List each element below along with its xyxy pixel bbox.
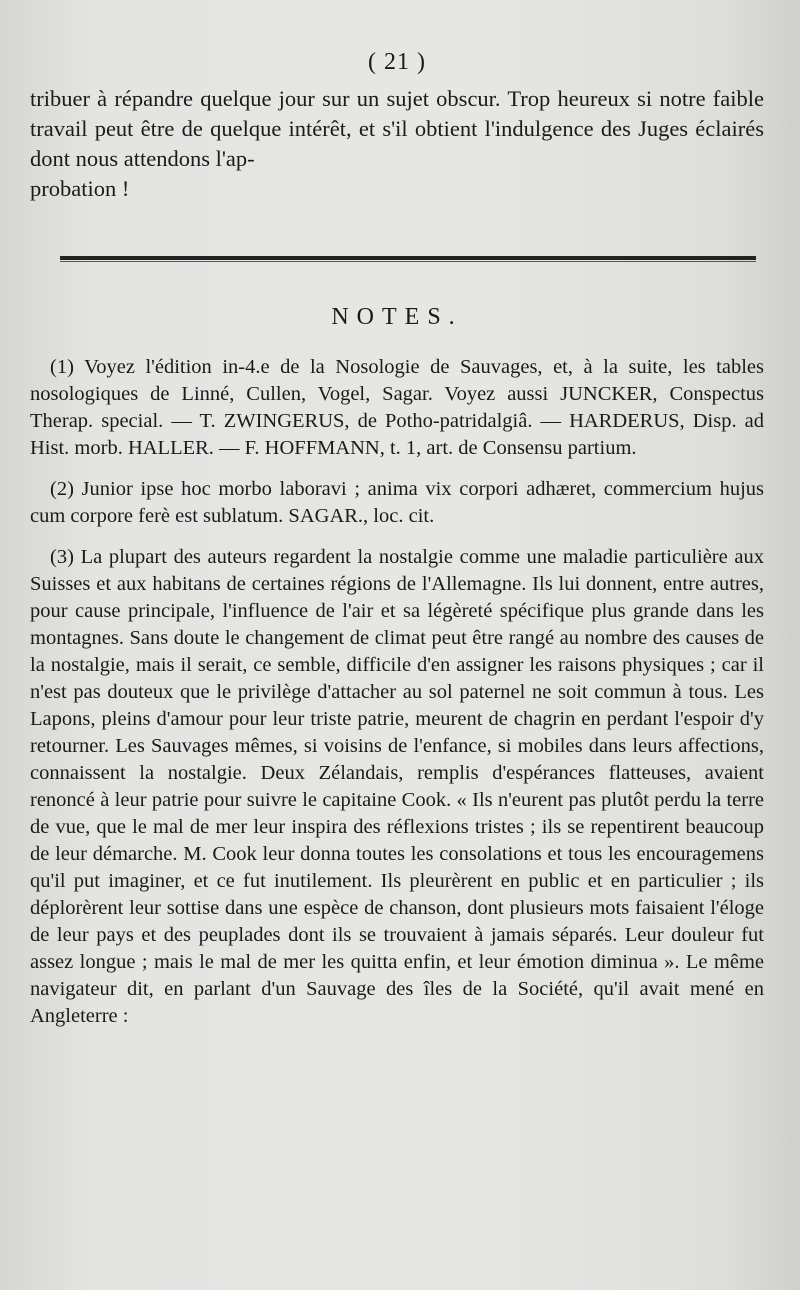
footnote-2 [30, 476, 764, 530]
intro-paragraph: tribuer à répandre quelque jour sur un sujet obscur. Trop heureux si notre faible travail peut être de quelque intérêt, et s'il obtient l'indulgence des Juges éclairés dont nous attendons l'ap- [30, 86, 764, 171]
page-number: ( 21 ) [368, 49, 426, 75]
footnote-1-text: (1) Voyez l'édition in-4.e de la Nosologie de Sauvages, et, à la suite, les tables nosologiques de Linné, Cullen, Vogel, Sagar. Voyez aussi JUNCKER, Conspectus Therap. special. — T. ZWINGERUS, de Potho-patridalgiâ. — HARDERUS, Disp. ad Hist. morb. HALLER. — F. HOFFMANN, t. 1, art. de Consensu partium. [30, 356, 764, 459]
intro-paragraph-end: probation ! [30, 176, 130, 201]
footnote-1 [30, 354, 764, 462]
footnote-3 [30, 544, 764, 1030]
footnote-3-text: (3) La plupart des auteurs regardent la nostalgie comme une maladie particulière aux Suisses et aux habitans de certaines régions de l'Allemagne. Ils lui donnent, entre autres, pour cause principale, l'influence de l'air et sa légèreté spécifique plus grande dans les montagnes. Sans doute le changement de climat peut être rangé au nombre des causes de la nostalgie, mais il serait, ce semble, difficile d'en assigner les raisons physiques ; car il n'est pas douteux que le privilège d'attacher au sol paternel ne soit commun à tous. Les Lapons, pleins d'amour pour leur triste patrie, meurent de chagrin en perdant l'espoir d'y retourner. Les Sauvages mêmes, si voisins de l'enfance, si mobiles dans leurs affections, connaissent la nostalgie. Deux Zélandais, remplis d'espérances flatteuses, avaient renoncé à leur patrie pour suivre le capitaine Cook. « Ils n'eurent pas plutôt perdu la terre de vue, que le mal de mer leur inspira des réflexions tristes ; ils se repentirent beaucoup de leur démarche. M. Cook leur donna toutes les consolations et tous les encouragemens qu'il put imaginer, et ce fut inutilement. Ils pleurèrent en public et en particulier ; ils déplorèrent leur sottise dans une espèce de chanson, dont plusieurs mots faisaient l'éloge de leur pays et des peuplades dont ils se trouvaient à jamais séparés. Leur douleur fut assez longue ; mais le mal de mer les quitta enfin, et leur émotion diminua ». Le même navigateur dit, en parlant d'un Sauvage des îles de la Société, qu'il avait mené en Angleterre : [30, 546, 764, 1027]
section-divider [60, 256, 756, 262]
notes-heading: NOTES. [331, 304, 463, 330]
footnote-2-text: (2) Junior ipse hoc morbo laboravi ; anima vix corpori adhæret, commercium hujus cum corpore ferè est sublatum. SAGAR., loc. cit. [30, 478, 764, 527]
